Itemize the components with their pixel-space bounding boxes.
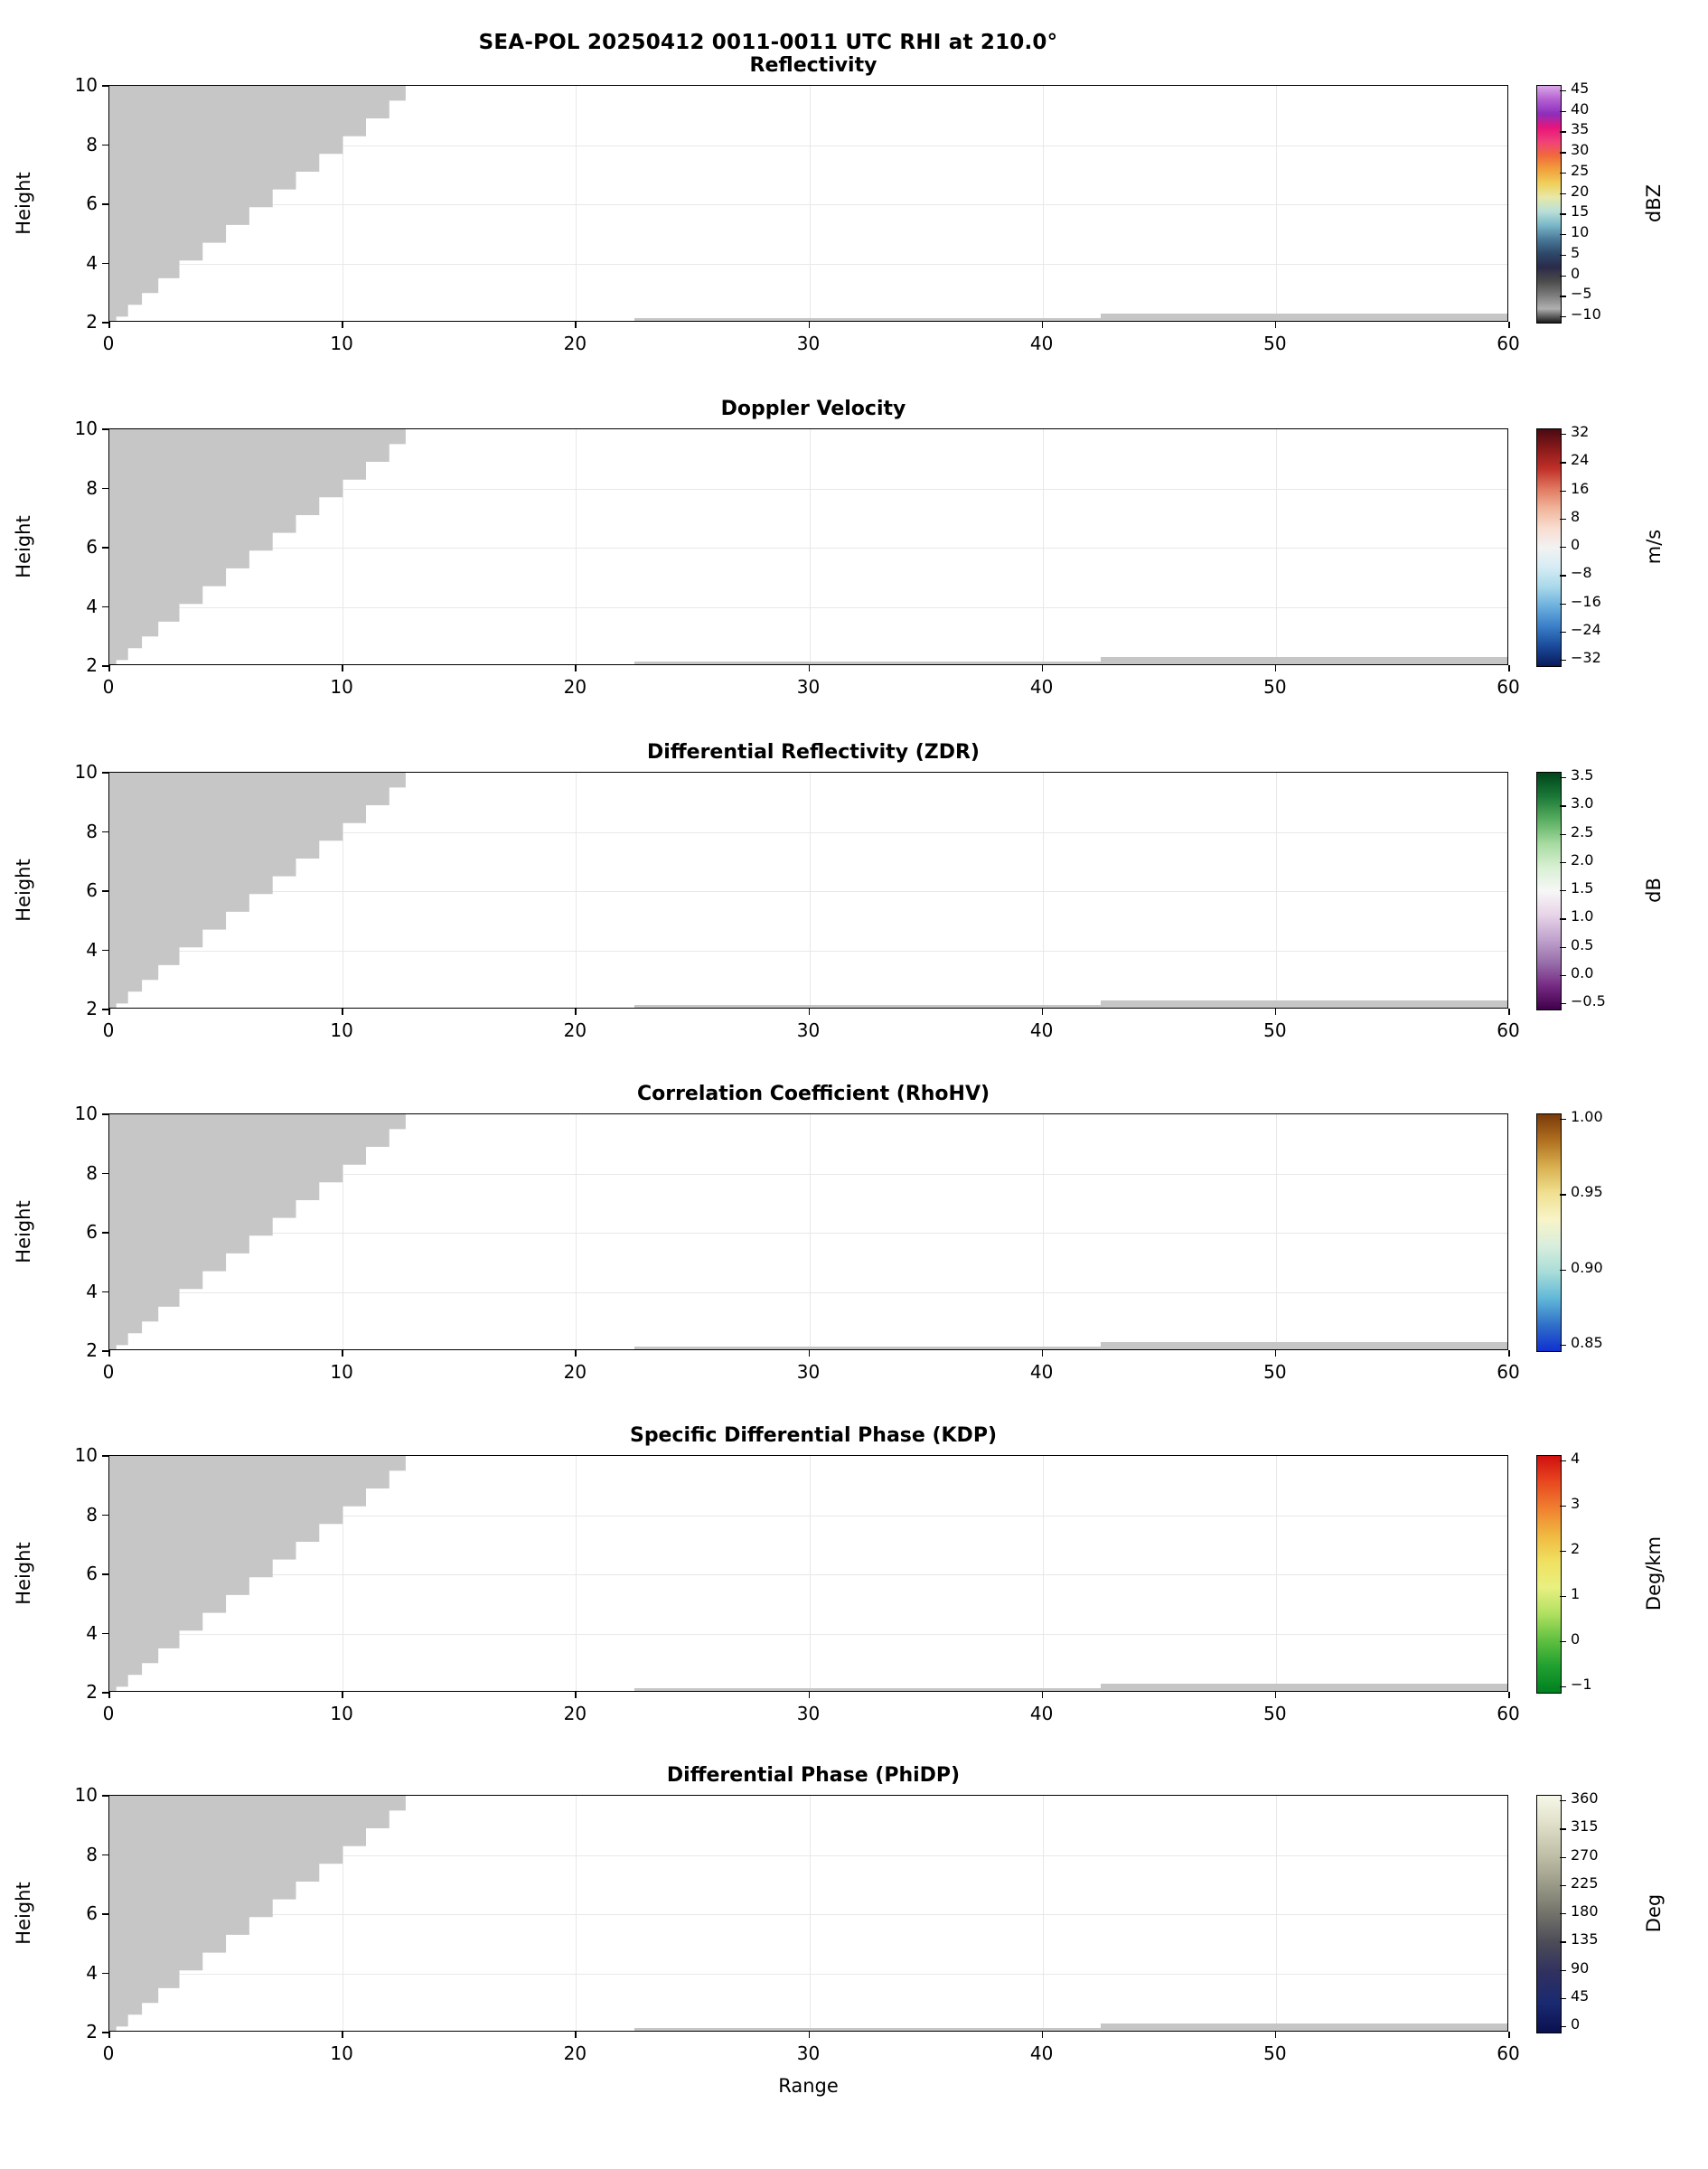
y-tickmark [102, 428, 108, 430]
colorbar [1536, 85, 1562, 324]
colorbar-tick-label: 20 [1571, 182, 1590, 200]
x-tick-label: 10 [330, 1703, 353, 1724]
y-tick-label: 6 [86, 1902, 98, 1924]
y-tickmark [102, 1633, 108, 1635]
x-tickmark [809, 1350, 811, 1357]
colorbar-tickmark [1560, 777, 1566, 778]
x-tick-label: 20 [563, 2042, 587, 2064]
colorbar-tick-label: 0 [1571, 264, 1581, 282]
colorbar-tickmark [1560, 1941, 1566, 1942]
colorbar-tick-label: 180 [1571, 1902, 1599, 1920]
x-tickmark [575, 665, 577, 671]
colorbar-tick-label: 45 [1571, 1986, 1590, 2005]
colorbar-tickmark [1560, 1460, 1566, 1461]
y-tick-label: 4 [86, 1280, 98, 1302]
masked-wedge-icon [109, 429, 1508, 665]
colorbar-tick-label: 16 [1571, 479, 1590, 497]
colorbar-tickmark [1560, 1119, 1566, 1120]
masked-data-layer [109, 1114, 1507, 1349]
y-tickmark [102, 1973, 108, 1975]
colorbar-tick-label: 135 [1571, 1930, 1599, 1948]
masked-low-level-band [1101, 1000, 1508, 1009]
colorbar-tickmark [1560, 1828, 1566, 1829]
y-tick-label: 6 [86, 1563, 98, 1584]
x-tickmark [575, 1692, 577, 1698]
y-tickmark [102, 1854, 108, 1856]
y-tick-label: 10 [74, 1103, 98, 1124]
x-tick-label: 0 [102, 2042, 115, 2064]
y-tickmark [102, 890, 108, 892]
y-tick-label: 8 [86, 1843, 98, 1865]
y-tick-label: 10 [74, 418, 98, 439]
x-tick-label: 10 [330, 2042, 353, 2064]
y-tick-label: 6 [86, 879, 98, 901]
x-tick-label: 60 [1497, 2042, 1520, 2064]
y-tickmark [102, 1173, 108, 1175]
colorbar-tick-label: 3 [1571, 1495, 1581, 1512]
colorbar-tickmark [1560, 1641, 1566, 1642]
colorbar-unit-label: dB [1643, 878, 1665, 903]
colorbar-tickmark [1560, 1913, 1566, 1914]
x-tick-label: 30 [796, 1703, 821, 1724]
masked-low-level-band [1101, 2023, 1508, 2032]
y-tickmark [102, 1573, 108, 1575]
x-tick-label: 20 [563, 1019, 587, 1041]
colorbar-tick-label: 24 [1571, 451, 1590, 469]
x-tickmark [1042, 1692, 1044, 1698]
x-tickmark [1508, 1350, 1510, 1357]
y-tick-label: 10 [74, 1784, 98, 1806]
y-tick-label: 2 [86, 1681, 98, 1703]
y-tick-label: 2 [86, 654, 98, 676]
colorbar [1536, 428, 1562, 667]
masked-data-layer [109, 86, 1507, 321]
colorbar-tickmark [1560, 975, 1566, 976]
colorbar-tickmark [1560, 1800, 1566, 1801]
y-tick-label: 10 [74, 1444, 98, 1466]
x-tickmark [108, 322, 110, 328]
colorbar-tickmark [1560, 1194, 1566, 1195]
x-tick-label: 40 [1029, 1019, 1054, 1041]
masked-wedge-icon [109, 86, 1508, 322]
colorbar-tickmark [1560, 947, 1566, 948]
y-tickmark [102, 1913, 108, 1915]
x-tick-label: 60 [1497, 676, 1520, 698]
y-tick-label: 6 [86, 1221, 98, 1243]
y-tickmark [102, 606, 108, 608]
panel-title: Correlation Coefficient (RhoHV) [636, 1083, 990, 1105]
x-tickmark [1275, 1009, 1277, 1015]
colorbar-tick-label: 45 [1571, 80, 1590, 97]
y-tickmark [102, 1113, 108, 1115]
panel-title: Specific Differential Phase (KDP) [629, 1424, 998, 1447]
x-tick-label: 60 [1497, 1361, 1520, 1383]
colorbar-tickmark [1560, 834, 1566, 835]
colorbar-tick-label: 0.95 [1571, 1183, 1603, 1201]
masked-low-level-band [1101, 1684, 1508, 1692]
colorbar-tick-label: 10 [1571, 223, 1590, 241]
y-axis-label: Height [13, 172, 34, 235]
x-tick-label: 40 [1029, 676, 1054, 698]
colorbar-tickmark [1560, 90, 1566, 91]
x-tickmark [1275, 1692, 1277, 1698]
y-tickmark [102, 263, 108, 265]
colorbar-tick-label: 2 [1571, 1540, 1581, 1557]
plot-area [108, 772, 1508, 1009]
y-tickmark [102, 950, 108, 952]
x-tickmark [342, 1692, 343, 1698]
figure-suptitle: SEA-POL 20250412 0011-0011 UTC RHI at 210.0° [478, 31, 1058, 54]
x-tickmark [1508, 1009, 1510, 1015]
colorbar-tick-label: 15 [1571, 202, 1590, 221]
x-tick-label: 50 [1263, 1703, 1287, 1724]
colorbar-tickmark [1560, 234, 1566, 235]
masked-low-level-band [1101, 314, 1508, 322]
colorbar-tickmark [1560, 632, 1566, 633]
y-tick-label: 2 [86, 998, 98, 1019]
y-tick-label: 6 [86, 192, 98, 214]
colorbar-tickmark [1560, 1551, 1566, 1552]
colorbar-tick-label: 0.90 [1571, 1258, 1603, 1276]
panel-title: Reflectivity [749, 54, 877, 77]
y-tick-label: 8 [86, 1161, 98, 1184]
colorbar-tickmark [1560, 1506, 1566, 1507]
colorbar-tickmark [1560, 862, 1566, 863]
masked-low-level-band [634, 1688, 1101, 1692]
masked-data-layer [109, 1796, 1507, 2031]
x-tickmark [342, 1350, 343, 1357]
y-tick-label: 2 [86, 2021, 98, 2042]
colorbar-tick-label: 1.0 [1571, 907, 1594, 925]
masked-wedge-icon [109, 1456, 1508, 1692]
x-tickmark [108, 1350, 110, 1357]
masked-data-layer [109, 773, 1507, 1008]
x-tickmark [1275, 1350, 1277, 1357]
x-tickmark [1508, 665, 1510, 671]
colorbar-tickmark [1560, 434, 1566, 435]
x-tickmark [108, 1009, 110, 1015]
colorbar-tick-label: 0 [1571, 1630, 1581, 1648]
y-tick-label: 4 [86, 251, 98, 274]
y-tick-label: 4 [86, 595, 98, 617]
masked-low-level-band [634, 318, 1101, 322]
colorbar-tick-label: −10 [1571, 305, 1601, 323]
x-tick-label: 20 [563, 333, 587, 354]
masked-low-level-band [634, 1005, 1101, 1009]
colorbar-tickmark [1560, 1345, 1566, 1346]
colorbar-tick-label: 3.5 [1571, 766, 1594, 784]
y-tickmark [102, 1455, 108, 1457]
y-tick-label: 4 [86, 1961, 98, 1984]
x-tickmark [575, 322, 577, 328]
x-tickmark [342, 2032, 343, 2038]
colorbar-tickmark [1560, 890, 1566, 891]
colorbar-tickmark [1560, 1596, 1566, 1597]
colorbar-tick-label: 32 [1571, 423, 1590, 440]
x-tick-label: 0 [102, 676, 115, 698]
colorbar-unit-label: dBZ [1643, 183, 1665, 223]
x-tickmark [809, 1009, 811, 1015]
colorbar-tick-label: 0 [1571, 2015, 1581, 2033]
colorbar-tick-label: 1.5 [1571, 879, 1594, 897]
x-tick-label: 0 [102, 333, 115, 354]
y-tickmark [102, 1009, 108, 1010]
colorbar [1536, 1455, 1562, 1694]
x-tick-label: 10 [330, 1019, 353, 1041]
x-tick-label: 20 [563, 1361, 587, 1383]
x-tickmark [1275, 322, 1277, 328]
colorbar-unit-label: Deg/km [1643, 1535, 1665, 1611]
colorbar-tickmark [1560, 213, 1566, 214]
colorbar-tickmark [1560, 316, 1566, 317]
x-tick-label: 30 [796, 1361, 821, 1383]
colorbar-tickmark [1560, 1270, 1566, 1271]
x-tickmark [1042, 1009, 1044, 1015]
x-tick-label: 10 [330, 333, 353, 354]
colorbar-unit-label: Deg [1643, 1893, 1665, 1933]
x-tickmark [342, 1009, 343, 1015]
colorbar-tickmark [1560, 2026, 1566, 2027]
y-tick-label: 10 [74, 74, 98, 96]
y-tickmark [102, 831, 108, 833]
x-tick-label: 10 [330, 676, 353, 698]
y-tick-label: 2 [86, 1339, 98, 1361]
x-tickmark [575, 2032, 577, 2038]
colorbar-tick-label: 8 [1571, 507, 1581, 525]
y-tickmark [102, 85, 108, 87]
colorbar-tick-label: −8 [1571, 564, 1592, 582]
y-tick-label: 8 [86, 1503, 98, 1526]
y-tickmark [102, 772, 108, 774]
colorbar-tickmark [1560, 462, 1566, 463]
x-tick-label: 60 [1497, 1019, 1520, 1041]
y-tickmark [102, 665, 108, 667]
colorbar-tick-label: 40 [1571, 99, 1590, 117]
colorbar-tick-label: 1.00 [1571, 1108, 1603, 1125]
y-tickmark [102, 203, 108, 205]
x-tick-label: 0 [102, 1361, 115, 1383]
x-tick-label: 40 [1029, 1361, 1054, 1383]
colorbar-tickmark [1560, 111, 1566, 112]
x-tick-label: 20 [563, 1703, 587, 1724]
x-tick-label: 20 [563, 676, 587, 698]
x-tickmark [108, 665, 110, 671]
x-tick-label: 40 [1029, 2042, 1054, 2064]
x-tick-label: 50 [1263, 333, 1287, 354]
x-tick-label: 0 [102, 1703, 115, 1724]
y-tickmark [102, 145, 108, 146]
colorbar-tick-label: 0 [1571, 536, 1581, 553]
y-tick-label: 8 [86, 133, 98, 155]
colorbar-tickmark [1560, 660, 1566, 661]
x-tick-label: 10 [330, 1361, 353, 1383]
x-tickmark [575, 1350, 577, 1357]
colorbar-tick-label: −32 [1571, 649, 1601, 666]
colorbar-tickmark [1560, 131, 1566, 132]
x-tickmark [1508, 322, 1510, 328]
colorbar-tick-label: −16 [1571, 592, 1601, 610]
y-tickmark [102, 1515, 108, 1516]
x-tickmark [1042, 1350, 1044, 1357]
colorbar-tick-label: 90 [1571, 1958, 1590, 1977]
colorbar-unit-label: m/s [1643, 529, 1665, 565]
colorbar-tickmark [1560, 1998, 1566, 1999]
y-axis-label: Height [13, 515, 34, 578]
colorbar-tick-label: 5 [1571, 243, 1581, 261]
x-tickmark [1275, 665, 1277, 671]
x-tick-label: 0 [102, 1019, 115, 1041]
masked-data-layer [109, 429, 1507, 664]
y-tick-label: 2 [86, 311, 98, 333]
colorbar [1536, 772, 1562, 1010]
y-tickmark [102, 1692, 108, 1694]
masked-low-level-band [1101, 657, 1508, 665]
y-axis-label: Height [13, 1882, 34, 1945]
panel-title: Differential Reflectivity (ZDR) [647, 741, 980, 764]
x-tickmark [809, 665, 811, 671]
colorbar-tick-label: 2.0 [1571, 850, 1594, 869]
x-tickmark [809, 1692, 811, 1698]
colorbar-tickmark [1560, 276, 1566, 277]
masked-low-level-band [634, 2028, 1101, 2032]
x-tickmark [1508, 2032, 1510, 2038]
x-tick-label: 30 [796, 333, 821, 354]
x-tickmark [809, 322, 811, 328]
colorbar-tickmark [1560, 173, 1566, 174]
y-tickmark [102, 488, 108, 490]
x-tick-label: 50 [1263, 2042, 1287, 2064]
x-tickmark [809, 2032, 811, 2038]
x-tick-label: 50 [1263, 1361, 1287, 1383]
colorbar-tick-label: 0.85 [1571, 1334, 1603, 1351]
x-tick-label: 40 [1029, 333, 1054, 354]
masked-wedge-icon [109, 773, 1508, 1009]
colorbar-tick-label: −0.5 [1571, 992, 1606, 1009]
x-tickmark [1042, 665, 1044, 671]
colorbar-tick-label: 4 [1571, 1450, 1581, 1467]
panel-title: Doppler Velocity [720, 398, 906, 420]
x-tickmark [108, 2032, 110, 2038]
colorbar-tickmark [1560, 1970, 1566, 1971]
x-tick-label: 60 [1497, 1703, 1520, 1724]
masked-low-level-band [634, 662, 1101, 665]
masked-low-level-band [1101, 1342, 1508, 1350]
y-tick-label: 8 [86, 820, 98, 842]
colorbar-tickmark [1560, 547, 1566, 548]
colorbar-tickmark [1560, 1857, 1566, 1858]
plot-area [108, 85, 1508, 322]
colorbar-tickmark [1560, 575, 1566, 576]
y-tick-label: 4 [86, 1621, 98, 1644]
y-tickmark [102, 2032, 108, 2033]
plot-area [108, 1455, 1508, 1692]
colorbar-tick-label: −24 [1571, 620, 1601, 638]
x-tickmark [108, 1692, 110, 1698]
colorbar-tick-label: 360 [1571, 1789, 1599, 1807]
y-tickmark [102, 1795, 108, 1797]
y-axis-label: Height [13, 859, 34, 922]
y-tick-label: 6 [86, 536, 98, 558]
y-tick-label: 10 [74, 761, 98, 783]
colorbar-tickmark [1560, 918, 1566, 919]
x-tickmark [1275, 2032, 1277, 2038]
colorbar-tickmark [1560, 255, 1566, 256]
colorbar-tickmark [1560, 805, 1566, 806]
x-axis-label: Range [778, 2075, 839, 2097]
colorbar-tick-label: 30 [1571, 141, 1590, 159]
colorbar-tickmark [1560, 519, 1566, 520]
y-axis-label: Height [13, 1200, 34, 1263]
x-tickmark [1042, 322, 1044, 328]
y-tickmark [102, 547, 108, 549]
colorbar-tick-label: 35 [1571, 120, 1590, 138]
x-tick-label: 30 [796, 676, 821, 698]
colorbar-tickmark [1560, 604, 1566, 605]
colorbar-tick-label: 270 [1571, 1845, 1599, 1864]
y-tick-label: 8 [86, 476, 98, 499]
colorbar-tick-label: 0.5 [1571, 935, 1594, 953]
colorbar-tick-label: 315 [1571, 1817, 1599, 1836]
y-tickmark [102, 322, 108, 324]
plot-area [108, 1113, 1508, 1350]
colorbar-tick-label: 3.0 [1571, 794, 1594, 812]
colorbar [1536, 1795, 1562, 2033]
colorbar-tick-label: −1 [1571, 1676, 1592, 1693]
colorbar-tickmark [1560, 491, 1566, 492]
x-tick-label: 50 [1263, 676, 1287, 698]
colorbar-tick-label: 225 [1571, 1873, 1599, 1892]
masked-wedge-icon [109, 1796, 1508, 2032]
colorbar-tick-label: 0.0 [1571, 963, 1594, 981]
colorbar-tick-label: 1 [1571, 1585, 1581, 1602]
masked-low-level-band [634, 1347, 1101, 1350]
x-tickmark [1042, 2032, 1044, 2038]
x-tick-label: 30 [796, 2042, 821, 2064]
y-tickmark [102, 1291, 108, 1293]
x-tickmark [342, 322, 343, 328]
x-tick-label: 40 [1029, 1703, 1054, 1724]
colorbar-tickmark [1560, 193, 1566, 194]
x-tick-label: 60 [1497, 333, 1520, 354]
masked-data-layer [109, 1456, 1507, 1691]
colorbar-tickmark [1560, 152, 1566, 153]
x-tickmark [342, 665, 343, 671]
y-axis-label: Height [13, 1542, 34, 1605]
colorbar-tick-label: 2.5 [1571, 822, 1594, 840]
panel-title: Differential Phase (PhiDP) [666, 1764, 961, 1787]
masked-wedge-icon [109, 1114, 1508, 1350]
x-tickmark [1508, 1692, 1510, 1698]
y-tickmark [102, 1350, 108, 1352]
x-tick-label: 50 [1263, 1019, 1287, 1041]
plot-area [108, 1795, 1508, 2032]
colorbar-tickmark [1560, 1003, 1566, 1004]
colorbar-tick-label: 25 [1571, 161, 1590, 179]
colorbar [1536, 1113, 1562, 1352]
colorbar-tick-label: −5 [1571, 285, 1592, 303]
x-tickmark [575, 1009, 577, 1015]
x-tick-label: 30 [796, 1019, 821, 1041]
plot-area [108, 428, 1508, 665]
y-tickmark [102, 1232, 108, 1234]
y-tick-label: 4 [86, 938, 98, 961]
colorbar-tickmark [1560, 1686, 1566, 1687]
colorbar-tickmark [1560, 1885, 1566, 1886]
